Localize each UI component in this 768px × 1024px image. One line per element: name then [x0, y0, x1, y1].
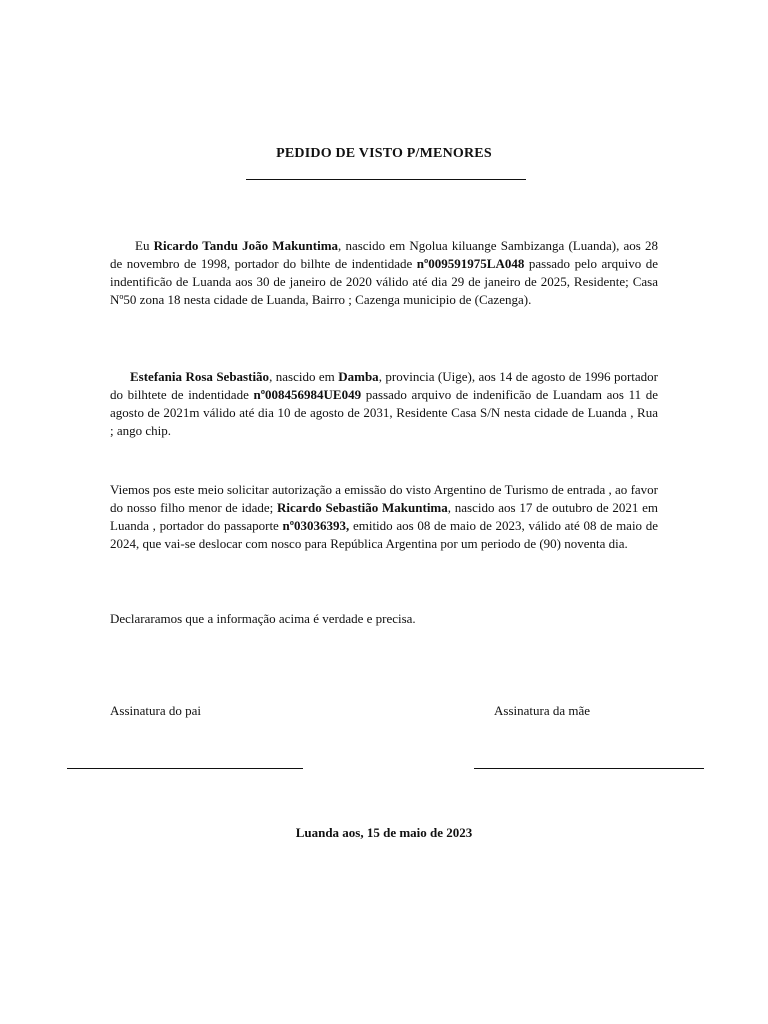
mother-text-2: , provincia (Uige), aos 14 de agosto de 1996 portador do bilhtete de indentidade: [110, 369, 659, 402]
mother-name: Estefania Rosa Sebastião: [130, 369, 270, 384]
signature-mother-line: [474, 768, 704, 769]
document-title: PEDIDO DE VISTO P/MENORES: [276, 146, 492, 161]
signature-father-label: Assinatura do pai: [110, 703, 201, 718]
signature-mother-label: Assinatura da mãe: [494, 703, 591, 718]
passport-number: nº03036393,: [282, 518, 350, 533]
father-name: Ricardo Tandu João Makuntima: [153, 238, 339, 253]
mother-id-number: nº008456984UE049: [253, 387, 362, 402]
mother-birthplace: Damba: [338, 369, 379, 384]
request-text-1: Viemos pos este meio solicitar autorização a emissão do visto Argentino de Turismo de entrada , ao favor do nosso filho menor de idade;: [110, 482, 658, 515]
father-text-3: passado pelo arquivo de indentificão de Luanda aos 30 de janeiro de 2020 válido até dia 29 de janeiro de 2025, Residente; Casa Nº50 zona 18 nesta cidade de Luanda, Bairro ; Cazenga municipio de (Cazenga).: [110, 256, 658, 307]
father-id-number: nº009591975LA048: [416, 256, 525, 271]
date-place-line: Luanda aos, 15 de maio de 2023: [295, 825, 473, 840]
mother-paragraph: [110, 368, 658, 440]
signature-father-line: [67, 768, 303, 769]
request-text-2: , nascido aos 17 de outubro de 2021 em Luanda , portador do passaporte: [110, 500, 659, 533]
child-name: Ricardo Sebastião Makuntima: [277, 500, 448, 515]
title-underline: [246, 179, 526, 180]
declaration-paragraph: Declararamos que a informação acima é verdade e precisa.: [110, 611, 416, 626]
mother-text-3: passado arquivo de indenificão de Luandam aos 11 de agosto de 2021m válido até dia 10 de agosto de 2031, Residente Casa S/N nesta cidade de Luanda , Rua ; ango chip.: [110, 387, 659, 438]
father-text-2: , nascido em Ngolua kiluange Sambizanga (Luanda), aos 28 de novembro de 1998, portador do bilhte de indentidade: [110, 238, 658, 271]
mother-text-1: , nascido em: [269, 369, 339, 384]
father-paragraph: [110, 237, 658, 309]
request-paragraph: [110, 481, 658, 553]
request-text-3: emitido aos 08 de maio de 2023, válido até 08 de maio de 2024, que vai-se deslocar com nosco para República Argentina por um periodo de (90) noventa dia.: [110, 518, 659, 551]
father-text-1: Eu: [135, 238, 154, 253]
